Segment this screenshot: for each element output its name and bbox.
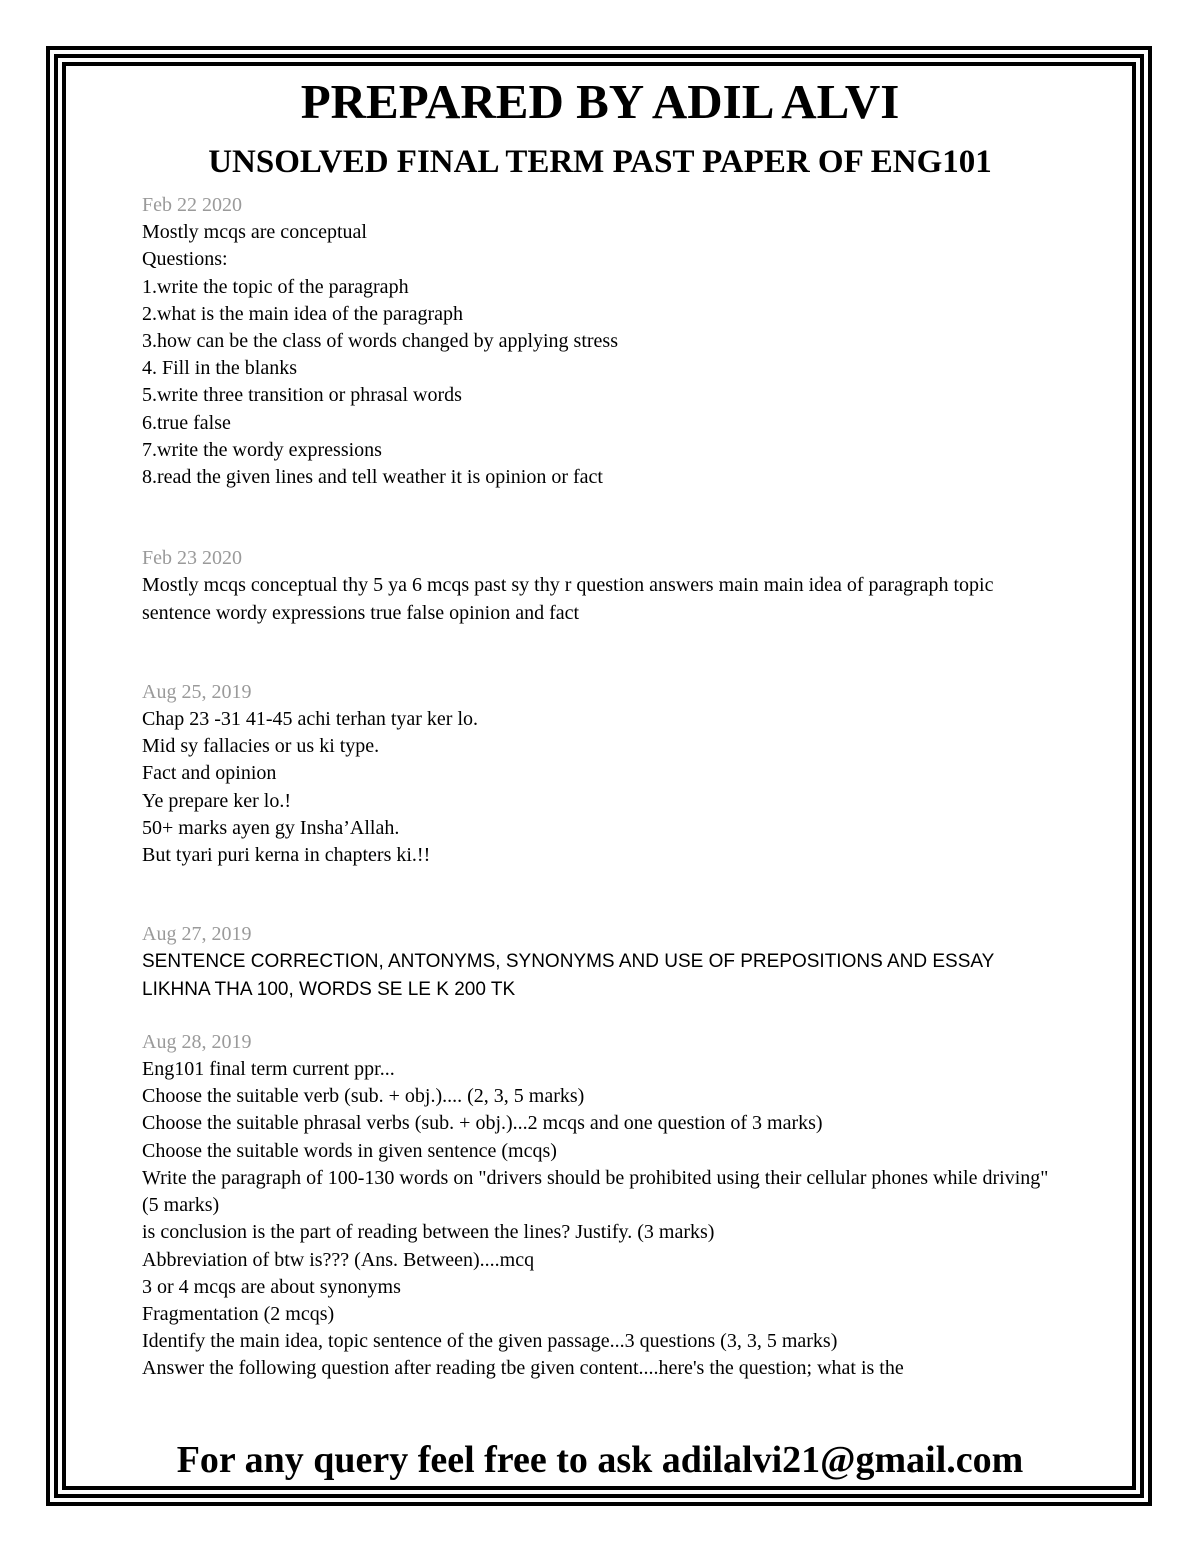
text-line: Fragmentation (2 mcqs) xyxy=(142,1302,335,1325)
text-line: Mid sy fallacies or us ki type. xyxy=(142,735,380,758)
section-date: Feb 22 2020 xyxy=(142,194,242,216)
text-line: Chap 23 -31 41-45 achi terhan tyar ker lo. xyxy=(142,708,479,731)
document-body xyxy=(142,192,1062,1383)
question-item: 5.write three transition or phrasal words xyxy=(142,384,462,407)
section-date: Aug 28, 2019 xyxy=(142,1030,252,1053)
text-line: Answer the following question after reading tbe given content....here's the question; what is the xyxy=(142,1357,904,1380)
document-title: PREPARED BY ADIL ALVI xyxy=(300,74,900,129)
section-date: Feb 23 2020 xyxy=(142,547,242,570)
spacer xyxy=(142,1003,1062,1029)
text-line: Identify the main idea, topic sentence of the given passage...3 questions (3, 3, 5 marks) xyxy=(142,1330,838,1353)
question-item: 3.how can be the class of words changed by applying stress xyxy=(142,330,618,353)
spacer xyxy=(142,869,1062,921)
spacer xyxy=(142,627,1062,679)
text-line: Fact and opinion xyxy=(142,762,277,785)
text-line: Write the paragraph of 100-130 words on "drivers should be prohibited using their cellular phones while driving" (5 marks) xyxy=(142,1166,1049,1217)
section-date: Aug 27, 2019 xyxy=(142,923,252,946)
text-line: is conclusion is the part of reading between the lines? Justify. (3 marks) xyxy=(142,1221,715,1244)
text-line: Choose the suitable verb (sub. + obj.).... (2, 3, 5 marks) xyxy=(142,1085,585,1108)
section-feb-22-2020 xyxy=(142,192,1062,491)
section-date: Aug 25, 2019 xyxy=(142,680,252,703)
text-line: Eng101 final term current ppr... xyxy=(142,1058,395,1081)
section-aug-27-2019 xyxy=(142,921,1062,1003)
text-paragraph: SENTENCE CORRECTION, ANTONYMS, SYNONYMS AND USE OF PREPOSITIONS AND ESSAY LIKHNA THA 100, WORDS SE LE K 200 TK xyxy=(142,951,994,1000)
question-item: 1.write the topic of the paragraph xyxy=(142,275,409,298)
question-item: 2.what is the main idea of the paragraph xyxy=(142,302,463,325)
section-aug-25-2019 xyxy=(142,679,1062,869)
text-line: Abbreviation of btw is??? (Ans. Between)....mcq xyxy=(142,1248,535,1271)
text-line: Mostly mcqs are conceptual xyxy=(142,221,367,244)
question-item: 7.write the wordy expressions xyxy=(142,438,382,461)
section-aug-28-2019 xyxy=(142,1029,1062,1383)
section-feb-23-2020 xyxy=(142,545,1062,627)
question-item: 6.true false xyxy=(142,411,231,434)
question-item: 4. Fill in the blanks xyxy=(142,357,297,380)
text-line: Choose the suitable words in given sentence (mcqs) xyxy=(142,1139,557,1162)
question-item: 8.read the given lines and tell weather it is opinion or fact xyxy=(142,466,603,489)
footer-contact: For any query feel free to ask adilalvi21@gmail.com xyxy=(176,1439,1024,1481)
text-paragraph: Mostly mcqs conceptual thy 5 ya 6 mcqs past sy thy r question answers main main idea of paragraph topic sentence wordy expressions true false opinion and fact xyxy=(142,574,994,624)
text-line: Ye prepare ker lo.! xyxy=(142,789,292,812)
text-line: Questions: xyxy=(142,248,228,271)
spacer xyxy=(142,491,1062,545)
text-line: 50+ marks ayen gy Insha’Allah. xyxy=(142,816,400,839)
text-line: Choose the suitable phrasal verbs (sub. + obj.)...2 mcqs and one question of 3 marks) xyxy=(142,1112,823,1135)
text-line: 3 or 4 mcqs are about synonyms xyxy=(142,1275,401,1298)
text-line: But tyari puri kerna in chapters ki.!! xyxy=(142,844,431,867)
document-subtitle: UNSOLVED FINAL TERM PAST PAPER OF ENG101 xyxy=(208,144,992,180)
